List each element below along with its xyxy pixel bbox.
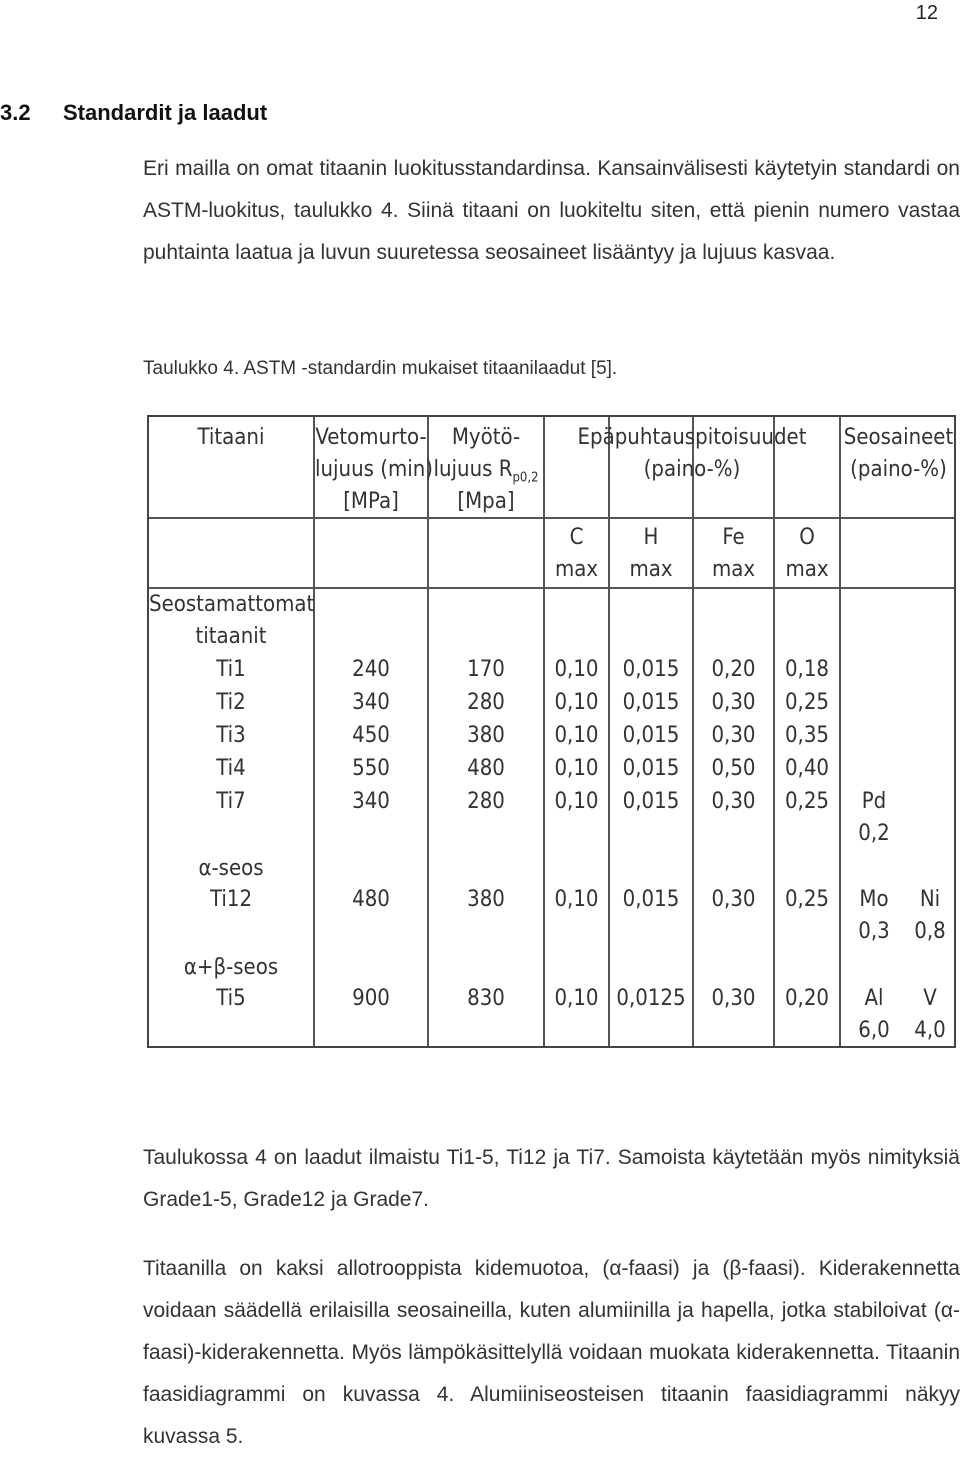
grade-name: Ti12 (209, 887, 253, 912)
alloy-amount-2: 0,8 (914, 919, 946, 944)
c-max: 0,10 (554, 789, 599, 814)
header-veto-line1: Vetomurto- (315, 425, 427, 450)
yield-strength: 280 (467, 690, 505, 715)
alloy-element: Pd (861, 789, 887, 814)
tensile-strength: 550 (352, 756, 390, 781)
section-heading (0, 100, 267, 126)
grade-name: Ti5 (216, 986, 246, 1011)
fe-max: 0,50 (711, 756, 756, 781)
fe-max: 0,30 (711, 723, 756, 748)
intro-paragraph: Eri mailla on omat titaanin luokitusstandardinsa. Kansainvälisesti käytetyin standardi on ASTM-luokitus, taulukko 4. Siinä titaani on luokiteltu siten, että pienin numero vastaa puhtainta laatua ja luvun suuretessa seosaineet lisääntyy ja lujuus kasvaa. (143, 157, 960, 264)
subheader-c-max: max (554, 557, 599, 582)
o-max: 0,25 (784, 789, 830, 814)
fe-max: 0,30 (711, 789, 756, 814)
h-max: 0,015 (622, 657, 680, 682)
h-max: 0,015 (622, 789, 680, 814)
yield-strength: 170 (467, 657, 505, 682)
c-max: 0,10 (554, 690, 599, 715)
header-seosaineet-line2: (paino-%) (850, 457, 947, 482)
subheader-o-max: max (785, 557, 829, 582)
h-max: 0,015 (622, 690, 680, 715)
h-max: 0,015 (622, 756, 680, 781)
grid-line (149, 517, 954, 519)
c-max: 0,10 (554, 887, 599, 912)
paragraph-allotropes: Titaanilla on kaksi allotrooppista kidemuotoa, (α-faasi) ja (β-faasi). Kiderakennetta voidaan säädellä erilaisilla seosaineilla, kuten alumiinilla ja hapella, jotka stabiloivat (α-faasi)-kiderakennetta. Myös lämpökäsittelyllä voidaan muokata kiderakennetta. Titaanin faasidiagrammi on kuvassa 4. Alumiiniseosteisen titaanin faasidiagrammi näkyy kuvassa 5. (143, 1257, 960, 1448)
grade-name: Ti4 (216, 756, 246, 781)
subheader-h: H (643, 525, 659, 550)
header-myoto-line2: lujuus $R_{p0,2}$ (433, 457, 539, 486)
alloy-amount: 0,2 (858, 821, 890, 846)
group-label-alpha-beta: α+β-seos (183, 955, 279, 980)
group-label-unalloyed: Seostamattomat (149, 592, 315, 617)
page-number: 12 (915, 2, 938, 24)
tensile-strength: 480 (352, 887, 390, 912)
o-max: 0,18 (784, 657, 830, 682)
subheader-fe-max: max (711, 557, 756, 582)
o-max: 0,25 (784, 690, 830, 715)
fe-max: 0,30 (711, 887, 756, 912)
o-max: 0,40 (784, 756, 830, 781)
astm-grades-table (147, 415, 956, 1048)
header-myoto-line1: Myötö- (451, 425, 521, 450)
h-max: 0,015 (622, 723, 680, 748)
subheader-fe: Fe (722, 525, 745, 550)
yield-strength: 380 (467, 723, 505, 748)
table-caption: Taulukko 4. ASTM -standardin mukaiset titaanilaadut [5]. (143, 358, 618, 379)
header-epapuhtaus-line2: (paino-%) (643, 457, 741, 482)
header-veto-line2: lujuus (min) (315, 457, 434, 482)
header-epapuhtaus-line1: Epäpuhtauspitoisuudet (577, 425, 807, 450)
subheader-h-max: max (629, 557, 673, 582)
yield-strength: 480 (467, 756, 505, 781)
tensile-strength: 450 (352, 723, 390, 748)
grade-name: Ti3 (216, 723, 246, 748)
section-number: 3.2 (0, 100, 31, 125)
c-max: 0,10 (554, 723, 599, 748)
o-max: 0,20 (784, 986, 830, 1011)
c-max: 0,10 (554, 986, 599, 1011)
o-max: 0,25 (784, 887, 830, 912)
o-max: 0,35 (784, 723, 830, 748)
alloy-element: Mo (859, 887, 889, 912)
subheader-o: O (799, 525, 815, 550)
group-label-alpha: α-seos (198, 856, 264, 881)
tensile-strength: 240 (352, 657, 390, 682)
alloy-amount-2: 4,0 (914, 1018, 946, 1043)
yield-strength: 830 (467, 986, 505, 1011)
grade-name: Ti1 (216, 657, 246, 682)
paragraph-grade-names: Taulukossa 4 on laadut ilmaistu Ti1-5, Ti12 ja Ti7. Samoista käytetään myös nimityksiä Grade1-5, Grade12 ja Grade7. (143, 1146, 960, 1211)
yield-strength: 280 (467, 789, 505, 814)
h-max: 0,015 (622, 887, 680, 912)
header-myoto-line3: [Mpa] (457, 489, 515, 514)
section-title: Standardit ja laadut (63, 100, 268, 125)
alloy-element-2: V (923, 986, 937, 1011)
tensile-strength: 340 (352, 690, 390, 715)
alloy-element: Al (864, 986, 884, 1011)
tensile-strength: 900 (352, 986, 390, 1011)
header-veto-line3: [MPa] (343, 489, 399, 514)
alloy-element-2: Ni (919, 887, 941, 912)
yield-strength: 380 (467, 887, 505, 912)
fe-max: 0,20 (711, 657, 756, 682)
header-titaani: Titaani (197, 425, 265, 450)
header-seosaineet-line1: Seosaineet (843, 425, 954, 450)
c-max: 0,10 (554, 756, 599, 781)
c-max: 0,10 (554, 657, 599, 682)
h-max: 0,0125 (616, 986, 686, 1011)
tensile-strength: 340 (352, 789, 390, 814)
header-myoto-subscript: p0,2 (512, 470, 539, 486)
alloy-amount: 6,0 (858, 1018, 890, 1043)
grade-name: Ti7 (216, 789, 246, 814)
alloy-amount: 0,3 (858, 919, 890, 944)
fe-max: 0,30 (711, 986, 756, 1011)
grade-name: Ti2 (216, 690, 246, 715)
group-label-unalloyed-2: titaanit (195, 624, 267, 649)
subheader-c: C (569, 525, 584, 550)
grid-line (839, 417, 841, 1046)
fe-max: 0,30 (711, 690, 756, 715)
